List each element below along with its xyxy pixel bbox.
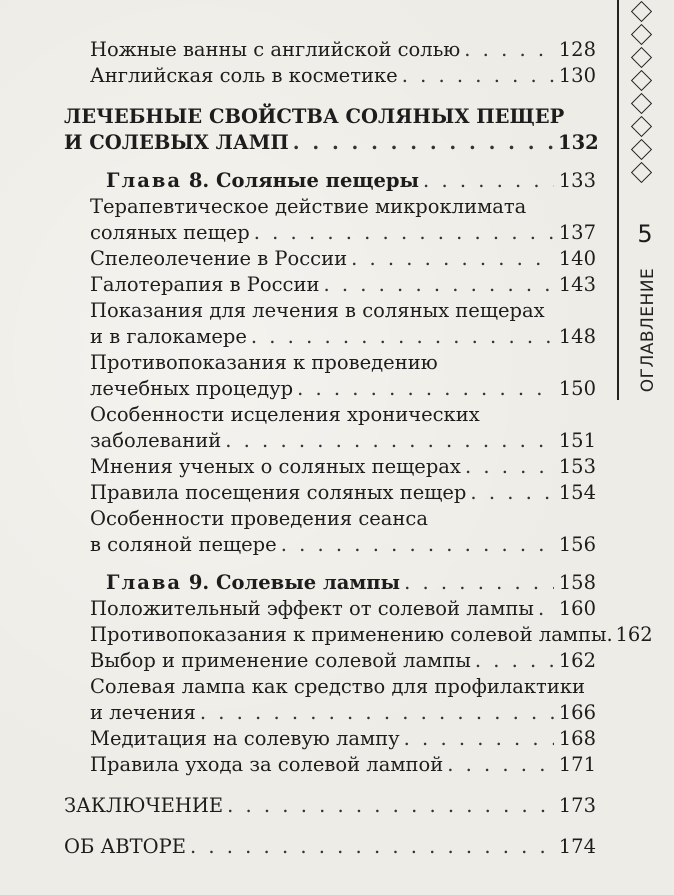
dot-leader [465, 454, 554, 480]
toc-entry [90, 324, 596, 350]
dot-leader [190, 834, 554, 860]
dot-leader [227, 793, 554, 819]
toc-page-number: 143 [558, 273, 596, 296]
toc-page-number: 154 [558, 481, 596, 504]
toc-chapter [106, 570, 596, 596]
toc-page-number: 137 [558, 221, 596, 244]
diamond-ornament-icon [631, 162, 652, 183]
toc-entry-title: заболеваний [90, 429, 222, 452]
dot-leader [297, 376, 554, 402]
toc-page-number: 153 [558, 455, 596, 478]
toc-entry [90, 194, 596, 220]
toc-entry [90, 272, 596, 298]
toc-entry [64, 834, 596, 860]
dot-leader [200, 700, 554, 726]
toc-entry [90, 454, 596, 480]
dot-leader [538, 596, 554, 622]
toc-entry-title: Английская соль в косметике [90, 64, 398, 87]
toc-chapter-title [106, 570, 400, 596]
toc-entry [90, 726, 596, 752]
toc-entry-title-line: Солевая лампа как средство для профилактики [90, 675, 586, 698]
dot-leader [423, 168, 554, 194]
toc-entry-title: Положительный эффект от солевой лампы [90, 597, 534, 620]
dot-leader [475, 648, 554, 674]
toc-entry-title: Ножные ванны с английской солью [90, 38, 461, 61]
toc-entry [90, 622, 653, 648]
toc-entry [90, 298, 596, 324]
toc-chapter [106, 168, 596, 194]
toc-page-number: 173 [558, 794, 596, 817]
toc-page-number: 130 [558, 64, 596, 87]
toc-page-number: 162 [615, 623, 653, 646]
toc-entry [90, 700, 596, 726]
toc-entry-title: соляных пещер [90, 221, 250, 244]
toc-entry-title: Спелеолечение в России [90, 247, 348, 270]
toc-page-number: 156 [558, 533, 596, 556]
dot-leader [404, 570, 554, 596]
toc-page-number: 133 [558, 169, 596, 192]
toc-entry [90, 63, 596, 89]
toc-entry [90, 674, 596, 700]
margin-rule [617, 0, 619, 400]
toc-page-number: 174 [558, 835, 596, 858]
toc-page-number: 168 [558, 727, 596, 750]
toc-entry [90, 402, 596, 428]
toc-chapter-title [106, 168, 419, 194]
toc-page-number: 162 [558, 649, 596, 672]
toc-entry [90, 376, 596, 402]
toc-entry-title-line: ЛЕЧЕБНЫЕ СВОЙСТВА СОЛЯНЫХ ПЕЩЕР [64, 105, 565, 128]
diamond-ornament-icon [631, 1, 652, 22]
toc-entry [90, 220, 596, 246]
diamond-ornament-icon [631, 70, 652, 91]
toc-entry-title-line: Особенности исцеления хронических [90, 403, 480, 426]
dot-leader [351, 246, 554, 272]
toc-entry-title: Правила посещения соляных пещер [90, 481, 467, 504]
toc-entry [90, 246, 596, 272]
toc-entry [90, 37, 596, 63]
toc-entry [90, 648, 596, 674]
toc-entry [90, 350, 596, 376]
toc-entry-title: Мнения ученых о соляных пещерах [90, 455, 461, 478]
toc-entry-title: ЗАКЛЮЧЕНИЕ [64, 794, 224, 817]
toc-page-number: 148 [558, 325, 596, 348]
diamond-ornament-icon [631, 116, 652, 137]
diamond-ornament-icon [631, 139, 652, 160]
toc-entry-title: лечебных процедур [90, 377, 294, 400]
toc-entry-title-line: Особенности проведения сеанса [90, 507, 428, 530]
dot-leader [251, 324, 554, 350]
toc-entry-title-line: Терапевтическое действие микроклимата [90, 195, 527, 218]
dot-leader [404, 726, 554, 752]
dot-leader [281, 532, 554, 558]
toc-page-number: 132 [558, 131, 599, 154]
toc-entry-title: Противопоказания к применению солевой лампы. [90, 623, 613, 646]
diamond-ornament-icon [631, 93, 652, 114]
toc-page-number: 166 [558, 701, 596, 724]
chapter-title: 9. Солевые лампы [182, 571, 401, 594]
toc-entry [64, 104, 596, 130]
chapter-word: Глава [106, 571, 183, 594]
dot-leader [254, 220, 554, 246]
dot-leader [402, 63, 554, 89]
toc-entry-title-line: Показания для лечения в соляных пещерах [90, 299, 545, 322]
running-section-title: ОГЛАВЛЕНИЕ [638, 267, 658, 393]
dot-leader [225, 428, 554, 454]
dot-leader [293, 130, 554, 156]
toc-entry [90, 532, 596, 558]
toc-page-number: 128 [558, 38, 596, 61]
toc-page-number: 160 [558, 597, 596, 620]
toc-page-number: 151 [558, 429, 596, 452]
toc-entry-title: и лечения [90, 701, 196, 724]
toc-entry [90, 752, 596, 778]
dot-leader [464, 37, 554, 63]
toc-page-number: 150 [558, 377, 596, 400]
toc-entry-title: Правила ухода за солевой лампой [90, 753, 444, 776]
dot-leader [323, 272, 554, 298]
toc-entry [90, 480, 596, 506]
toc-page-number: 158 [558, 571, 596, 594]
chapter-word: Глава [106, 169, 183, 192]
toc-entry-title: и в галокамере [90, 325, 247, 348]
toc-page-number: 171 [558, 753, 596, 776]
toc-entry [90, 428, 596, 454]
toc-entry-title: И СОЛЕВЫХ ЛАМП [64, 131, 289, 154]
toc-entry [64, 130, 599, 156]
toc-entry-title: в соляной пещере [90, 533, 277, 556]
dot-leader [447, 752, 554, 778]
toc-page-number: 140 [558, 247, 596, 270]
toc-entry-title: Медитация на солевую лампу [90, 727, 400, 750]
diamond-ornament-icon [631, 47, 652, 68]
toc-entry-title: ОБ АВТОРЕ [64, 835, 186, 858]
page-number: 5 [637, 220, 653, 248]
toc-entry-title: Галотерапия в России [90, 273, 320, 296]
toc-entry [90, 506, 596, 532]
toc-entry [64, 793, 596, 819]
diamond-ornament-icon [631, 24, 652, 45]
chapter-title: 8. Соляные пещеры [182, 169, 420, 192]
dot-leader [470, 480, 554, 506]
toc-entry-title-line: Противопоказания к проведению [90, 351, 438, 374]
toc-entry-title: Выбор и применение солевой лампы [90, 649, 471, 672]
toc-entry [90, 596, 596, 622]
